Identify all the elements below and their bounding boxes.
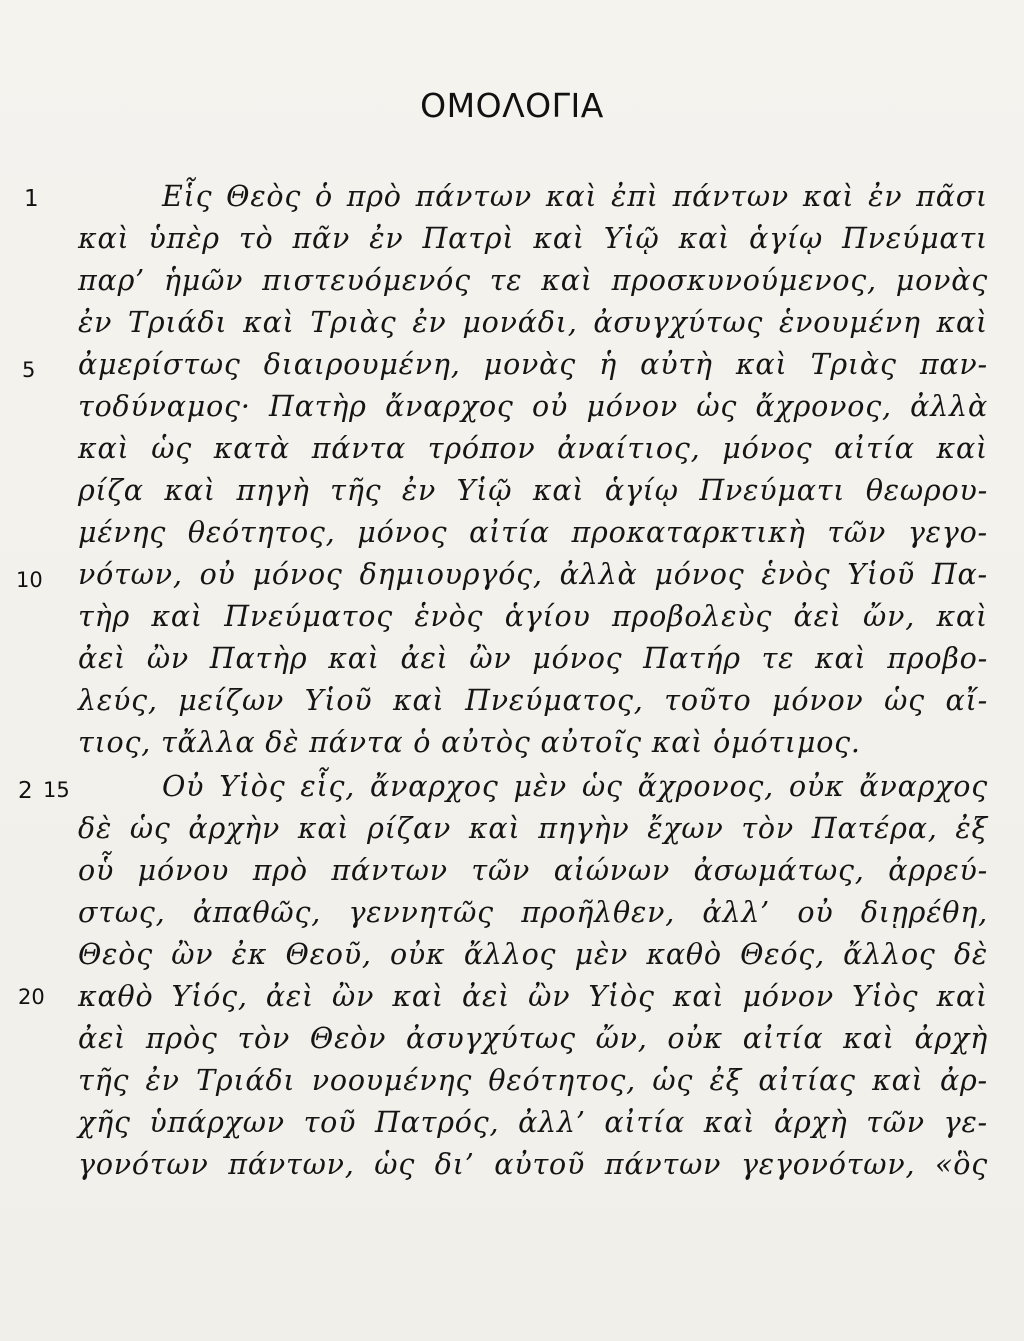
text-line-1: Εἷς Θεὸς ὁ πρὸ πάντων καὶ ἐπὶ πάντων καὶ ἐν πᾶσι <box>162 180 988 213</box>
text-line-19: Θεὸς ὢν ἐκ Θεοῦ, οὐκ ἄλλος μὲν καθὸ Θεός, ἄλλος δὲ <box>78 938 988 971</box>
text-line-11: τὴρ καὶ Πνεύματος ἑνὸς ἁγίου προβολεὺς ἀεὶ ὤν, καὶ <box>78 600 988 633</box>
text-line-14: τιος, τἄλλα δὲ πάντα ὁ αὐτὸς αὐτοῖς καὶ ὁμότιμος. <box>78 726 861 759</box>
text-line-5: ἀμερίστως διαιρουμένη, μονὰς ἡ αὐτὴ καὶ Τριὰς παν- <box>78 348 988 381</box>
line-number-10: 10 <box>16 568 43 592</box>
text-line-6: τοδύναμος· Πατὴρ ἄναρχος οὐ μόνον ὡς ἄχρονος, ἀλλὰ <box>78 390 988 423</box>
line-number-15: 15 <box>43 778 70 802</box>
page-title: ΟΜΟΛΟΓΙΑ <box>420 86 604 125</box>
text-line-4: ἐν Τριάδι καὶ Τριὰς ἐν μονάδι, ἀσυγχύτως ἑνουμένη καὶ <box>78 306 988 339</box>
text-line-22: τῆς ἐν Τριάδι νοουμένης θεότητος, ὡς ἐξ αἰτίας καὶ ἀρ- <box>78 1064 988 1097</box>
text-line-10: νότων, οὐ μόνος δημιουργός, ἀλλὰ μόνος ἑνὸς Υἱοῦ Πα- <box>78 558 988 591</box>
text-line-3: παρ’ ἡμῶν πιστευόμενός τε καὶ προσκυνούμενος, μονὰς <box>78 264 988 297</box>
text-line-15: Οὐ Υἱὸς εἷς, ἄναρχος μὲν ὡς ἄχρονος, οὐκ ἄναρχος <box>162 770 988 803</box>
text-line-24: γονότων πάντων, ὡς δι’ αὐτοῦ πάντων γεγονότων, «ὃς <box>78 1148 988 1181</box>
text-line-2: καὶ ὑπὲρ τὸ πᾶν ἐν Πατρὶ καὶ Υἱῷ καὶ ἁγίῳ Πνεύματι <box>78 222 988 255</box>
text-line-18: στως, ἀπαθῶς, γεννητῶς προῆλθεν, ἀλλ’ οὐ διῃρέθη, <box>78 896 988 929</box>
text-line-16: δὲ ὡς ἀρχὴν καὶ ρίζαν καὶ πηγὴν ἔχων τὸν Πατέρα, ἐξ <box>78 812 988 845</box>
text-line-8: ρίζα καὶ πηγὴ τῆς ἐν Υἱῷ καὶ ἁγίῳ Πνεύματι θεωρου- <box>78 474 988 507</box>
section-number-1: 1 <box>24 186 39 212</box>
text-line-21: ἀεὶ πρὸς τὸν Θεὸν ἀσυγχύτως ὤν, οὐκ αἰτία καὶ ἀρχὴ <box>78 1022 988 1055</box>
text-line-23: χῆς ὑπάρχων τοῦ Πατρός, ἀλλ’ αἰτία καὶ ἀρχὴ τῶν γε- <box>78 1106 988 1139</box>
text-line-7: καὶ ὡς κατὰ πάντα τρόπον ἀναίτιος, μόνος αἰτία καὶ <box>78 432 988 465</box>
text-line-9: μένης θεότητος, μόνος αἰτία προκαταρκτικὴ τῶν γεγο- <box>78 516 988 549</box>
section-number-2: 2 <box>18 778 33 804</box>
line-number-20: 20 <box>18 985 45 1009</box>
text-line-13: λεύς, μείζων Υἱοῦ καὶ Πνεύματος, τοῦτο μόνον ὡς αἴ- <box>78 684 988 717</box>
text-line-12: ἀεὶ ὢν Πατὴρ καὶ ἀεὶ ὢν μόνος Πατήρ τε καὶ προβο- <box>78 642 988 675</box>
text-line-17: οὗ μόνου πρὸ πάντων τῶν αἰώνων ἀσωμάτως, ἀρρεύ- <box>78 854 988 887</box>
line-number-5: 5 <box>22 358 36 382</box>
text-line-20: καθὸ Υἱός, ἀεὶ ὢν καὶ ἀεὶ ὢν Υἱὸς καὶ μόνον Υἱὸς καὶ <box>78 980 988 1013</box>
